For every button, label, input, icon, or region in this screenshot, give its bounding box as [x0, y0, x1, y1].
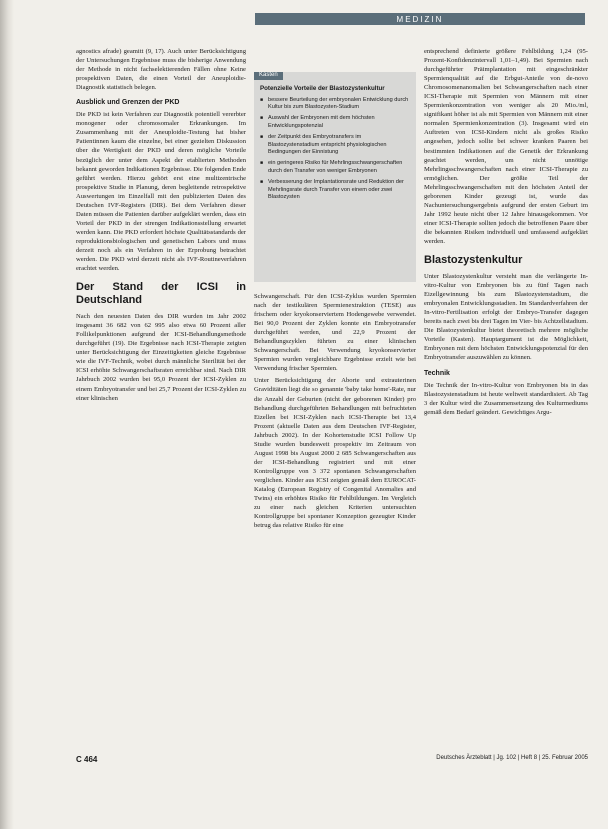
text-column-3 — [424, 47, 588, 747]
paragraph: Schwangerschaft. Für den ICSI-Zyklus wurden Spermien nach der testikulären Spermienextraktion (TESE) aus frischem oder kryokonserviertem Hodengewebe verwendet. Bei 90,0 Prozent der Zyklen konnte ein Embryotransfer durchgeführt werden, und 22,9 Prozent der Behandlungszyklen führten zu einer klinischen Schwangerschaft. Bei Verwendung kryokonservierter Spermien wurden vergleichbare Ergebnisse erzielt wie bei Verwendung frischer Spermien. — [254, 293, 416, 373]
paragraph: Die Technik der In-vitro-Kultur von Embryonen bis in das Blastozystenstadium ist heute weltweit standardisiert. Ab Tag 3 der Kultur wird die Zusammensetzung des Kulturmediums gemäß dem Bedarf geändert. Gewichtiges Argu- — [424, 381, 588, 416]
paragraph: Unter Berücksichtigung der Aborte und extrauterinen Graviditäten liegt die so genannte 'baby take home'-Rate, nur die Anzahl der Geburten (nicht der geborenen Kinder) pro Behandlung durchgeführten Behandlungen mit befruchteten Eizellen bei ICSI-Zyklen nach ICSI-Therapie bei 13,4 Prozent (aktuelle Daten aus dem Deutschen IVF-Register, Jahrbuch 2002). In der Kohortenstudie ICSI Follow Up Studie wurden bundesweit prospektiv im Zeitraum von August 1998 bis August 2000 2 685 Schwangerschaften aus der ICSI-Behandlung registriert und mit einer Kontrollgruppe von 3 372 spontanen Schwangerschaften verglichen. Kinder aus ICSI zeigten gemäß dem EUROCAT-Katalog (European Registry of Congenital Anomalies and Twins) ein erhöhtes Risiko für Fehlbildungen. Im Vergleich zu einer nach gleichen Kriterien untersuchten Kontrollgruppe bei spontaner Konzeption gezeugter Kinder betrug das relative Risiko für eine — [254, 377, 416, 530]
list-item: ■ Verbesserung der Implantationsrate und Reduktion der Mehrlingsrate durch Transfer von einem oder zwei Blastozysten — [268, 179, 410, 202]
section-heading-icsi: Der Stand der ICSI in Deutschland — [76, 281, 246, 307]
info-box — [254, 72, 416, 282]
text-column-2 — [254, 292, 416, 742]
paragraph: entsprechend definierte größere Fehlbildung 1,24 (95-Prozent-Konfidenzintervall 1,01–1,49). Bei Spermien nach durchgeführter Präimplantation mit eingeschränkter Spermienqualität auf die Erbgut-Anteile von de-novo Chromosomenanomalien bei Schwangerschaften nach einer ICSI-Therapie mit Spermien von Männern mit einer Spermienkonzentration von weniger als 20 Mio./ml, signifikant höher ist als mit Spermien von Männern mit einer normalen Spermienkonzentration (3). Insgesamt wird ein Auftreten von ICSI-Kindern nicht als großes Risiko angesehen, jedoch sollte bei schwer kranken Paaren bei bestimmten Indikationen auf die Genetik der Erkrankung geachtet werden, um nicht unnötige Mehrlingsschwangerschaften nach einer ICSI-Therapie zu ermöglichen. Der größte Teil der Mehrlingsschwangerschaften mit den höchsten Anteil der geborenen Kinder gezeugt ist, wurde das Nachuntersuchungsergebnis aufgrund der ersten Geburt im Jahr 1992 heute nicht über 12 Jahre hinausgekommen. Vor einer ICSI-Therapie sollten jedoch die betroffenen Paare über die bekannten Risiken individuell und umfassend aufgeklärt werden. — [424, 48, 588, 245]
subheading-ausblick: Ausblick und Grenzen der PKD — [76, 99, 180, 107]
paragraph: Nach den neuesten Daten des DIR wurden im Jahr 2002 insgesamt 36 682 von 62 995 also etwa 60 Prozent aller Follikelpunktionen aufgrund der ICSI-Behandlungsmethode durchgeführt (19). Die Ergebnisse nach ICSI-Therapie zeigten unter Berücksichtigung der Einzeitigkeiten gleiche Ergebnisse wie die IVF-Technik, wobei durch männliche Sterilität bei der ICSI erhöhte Schwangerschaftsraten erreichbar sind. Nach DIR Jahrbuch 2002 wurden bei 95,0 Prozent der ICSI-Zyklen zu einem Embryotransfer und bei 25,7 Prozent der ICSI-Zyklen zu einer klinischen — [76, 313, 246, 402]
page-binding-edge — [0, 0, 14, 829]
subheading-technik: Technik — [424, 369, 450, 377]
text-column-1 — [76, 47, 246, 742]
info-box-tag: Kasten — [254, 72, 283, 80]
info-box-title: Potenzielle Vorteile der Blastozystenkultur — [260, 84, 385, 92]
list-item: ■ bessere Beurteilung der embryonalen Entwicklung durch Kultur bis zum Blastozysten-Stadium — [268, 97, 410, 113]
page-number: C 464 — [76, 755, 98, 764]
list-item: ■ Auswahl der Embryonen mit dem höchsten Entwicklungspotenzial — [268, 115, 410, 131]
section-heading-blastozysten: Blastozystenkultur — [424, 254, 523, 267]
list-item: ■ der Zeitpunkt des Embryotransfers im Blastozystenstadium entspricht physiologischen Bedingungen der Einnistung — [268, 134, 410, 157]
journal-citation: Deutsches Ärzteblatt | Jg. 102 | Heft 8 | 25. Februar 2005 — [436, 755, 588, 761]
paragraph: Die PKD ist kein Verfahren zur Diagnostik potentiell vererbter monogener oder chromosomaler Erkrankungen. Im Zusammenhang mit der Aneuploidie-Testung hat bisher Patientinnen kaum die einzelne, bei einer gezielten Diskussion über die Wertigkeit der PKD und deren mögliche Vorteile bezüglich der unter dem Aspekt der etablierten Methoden bekannt geworden Indikationen Ergebnisse. Die folgenden Ende geführt werden. Hierzu gehört erst eine multizentrische prospektive Studie in Planung, deren begleitende retrospektive Auswertungen im Einzelfall mit den publizierten Daten des Deutschen IVF-Registers (DIR). Bei dem Verfahren dieser Daten müssen die Patienten darüber aufgeklärt werden, dass ein Vorteil der PKD in der strengen Indikationsstellung erwartet werden kann. Die PKD erfordert höchste Qualitätsstandards der reproduktionsbiologischen und genetischen Labors und muss derzeit noch als ein Verfahren in der Erprobung betrachtet werden. Die PKD wird derzeit nicht als IVF-Routineverfahren erachtet werden. — [76, 111, 246, 273]
list-item: ■ ein geringeres Risiko für Mehrlingsschwangerschaften durch den Transfer von weniger Embryonen — [268, 160, 410, 176]
info-box-list — [254, 97, 416, 203]
section-header: MEDIZIN — [255, 13, 585, 25]
paragraph: Unter Blastozystenkultur versteht man die verlängerte In-vitro-Kultur von Embryonen bis zu fünf Tagen nach Eizellgewinnung bis zum Blastozystenstadium, die embryonalen Entwicklungsstadien. Im Standardverfahren der In-vitro-Fertilisation erfolgt der Embryo-Transfer dagegen bereits nach zwei bis drei Tagen im Vier- bis Achtzellstadium. Die Blastozystenkultur bietet theoretisch mehrere mögliche Vorteile (Kasten). Hauptargument ist die Möglichkeit, Embryonen mit dem höchsten Entwicklungspotenzial für den Embryotransfer auszuwählen zu können. — [424, 273, 588, 362]
paragraph: agnostics afrade) geamitt (9, 17). Auch unter Berücksichtigung der Untersuchungen Ergebnisse muss die bisherige Anwendung der Methode in nicht fachselektierenden Fällen ohne Keine prospektiven Daten, die einen Vorteil der Aneuploidie-Diagnostik statistisch belegen. — [76, 48, 246, 92]
